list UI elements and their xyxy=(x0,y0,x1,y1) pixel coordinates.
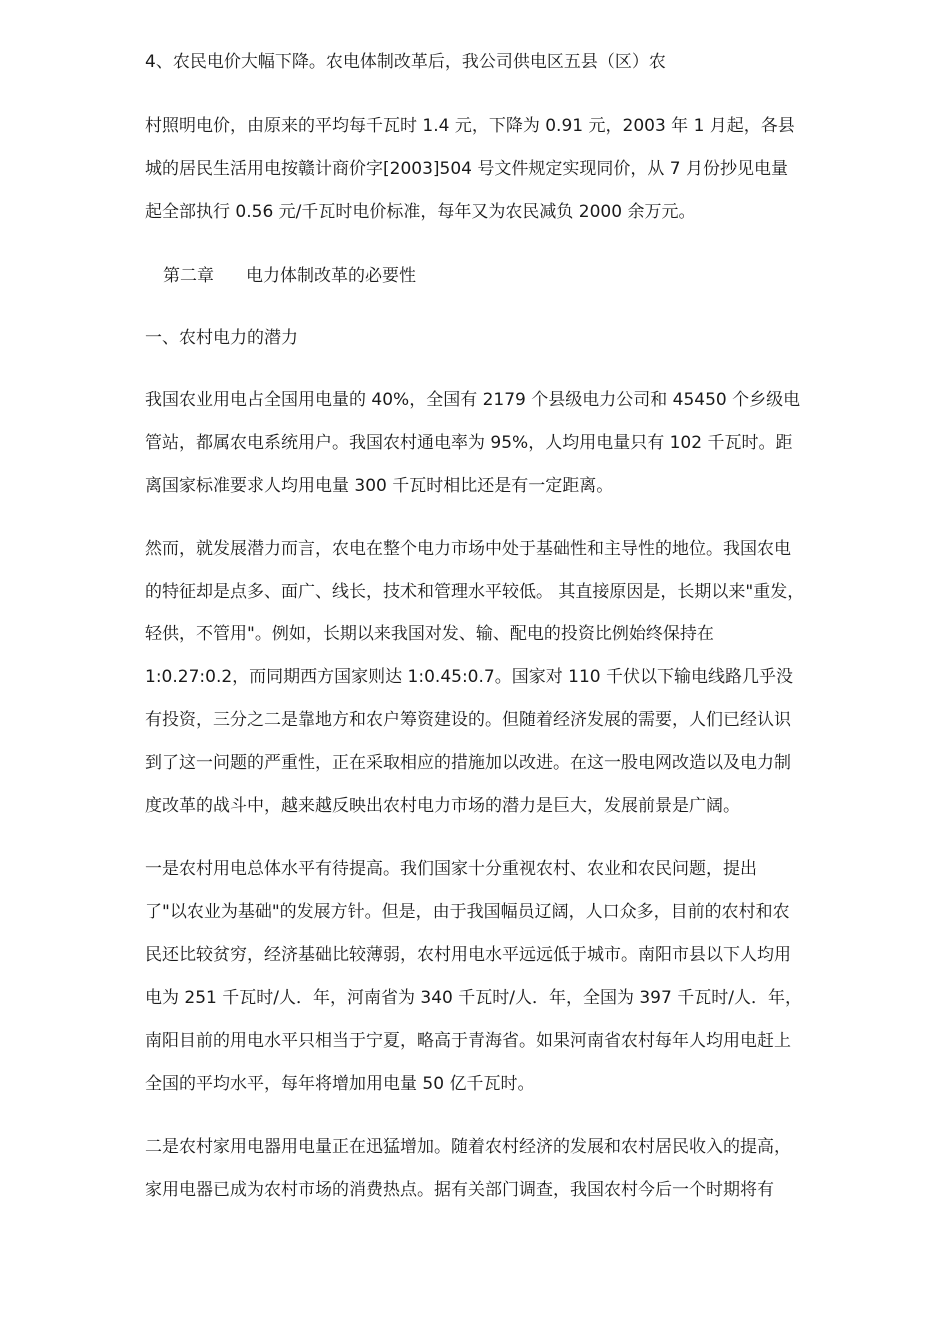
paragraph-line: 到了这一问题的严重性，正在采取相应的措施加以改进。在这一股电网改造以及电力制 xyxy=(145,753,791,773)
paragraph-line: 南阳目前的用电水平只相当于宁夏，略高于青海省。如果河南省农村每年人均用电赶上 xyxy=(145,1031,791,1051)
paragraph-line: 然而，就发展潜力而言，农电在整个电力市场中处于基础性和主导性的地位。我国农电 xyxy=(145,539,791,559)
paragraph-line: 城的居民生活用电按赣计商价字[2003]504 号文件规定实现同价，从 7 月份抄见电量 xyxy=(145,159,789,179)
paragraph-line: 起全部执行 0.56 元/千瓦时电价标准，每年又为农民减负 2000 余万元。 xyxy=(145,202,696,222)
paragraph-line: 轻供，不管用"。例如，长期以来我国对发、输、配电的投资比例始终保持在 xyxy=(145,624,714,644)
chapter-number: 第二章 xyxy=(163,266,214,286)
paragraph-line: 度改革的战斗中，越来越反映出农村电力市场的潜力是巨大，发展前景是广阔。 xyxy=(145,796,740,816)
paragraph-line: 4、农民电价大幅下降。农电体制改革后，我公司供电区五县（区）农 xyxy=(145,52,666,72)
paragraph-line: 全国的平均水平，每年将增加用电量 50 亿千瓦时。 xyxy=(145,1074,535,1094)
paragraph-line: 二是农村家用电器用电量正在迅猛增加。随着农村经济的发展和农村居民收入的提高， xyxy=(145,1137,791,1157)
paragraph-line: 我国农业用电占全国用电量的 40%，全国有 2179 个县级电力公司和 45450 个乡级电 xyxy=(145,390,801,410)
paragraph-line: 离国家标准要求人均用电量 300 千瓦时相比还是有一定距离。 xyxy=(145,476,614,496)
chapter-title: 电力体制改革的必要性 xyxy=(246,266,416,286)
paragraph-line: 村照明电价，由原来的平均每千瓦时 1.4 元，下降为 0.91 元，2003 年 1 月起，各县 xyxy=(145,116,795,136)
paragraph-line: 家用电器已成为农村市场的消费热点。据有关部门调查，我国农村今后一个时期将有 xyxy=(145,1180,774,1200)
paragraph-line: 有投资，三分之二是靠地方和农户筹资建设的。但随着经济发展的需要，人们已经认识 xyxy=(145,710,791,730)
paragraph-line: 了"以农业为基础"的发展方针。但是，由于我国幅员辽阔，人口众多，目前的农村和农 xyxy=(145,902,790,922)
section-heading: 一、农村电力的潜力 xyxy=(145,328,298,348)
paragraph-line: 管站，都属农电系统用户。我国农村通电率为 95%，人均用电量只有 102 千瓦时。距 xyxy=(145,433,793,453)
paragraph-line: 一是农村用电总体水平有待提高。我们国家十分重视农村、农业和农民问题，提出 xyxy=(145,859,757,879)
paragraph-line: 1:0.27:0.2，而同期西方国家则达 1:0.45:0.7。国家对 110 千伏以下输电线路几乎没 xyxy=(145,667,793,687)
paragraph-line: 的特征却是点多、面广、线长，技术和管理水平较低。 其直接原因是，长期以来"重发， xyxy=(145,582,805,602)
paragraph-line: 电为 251 千瓦时/人．年，河南省为 340 千瓦时/人．年，全国为 397 千瓦时/人．年， xyxy=(145,988,802,1008)
chapter-heading xyxy=(163,264,416,288)
paragraph-line: 民还比较贫穷，经济基础比较薄弱，农村用电水平远远低于城市。南阳市县以下人均用 xyxy=(145,945,791,965)
